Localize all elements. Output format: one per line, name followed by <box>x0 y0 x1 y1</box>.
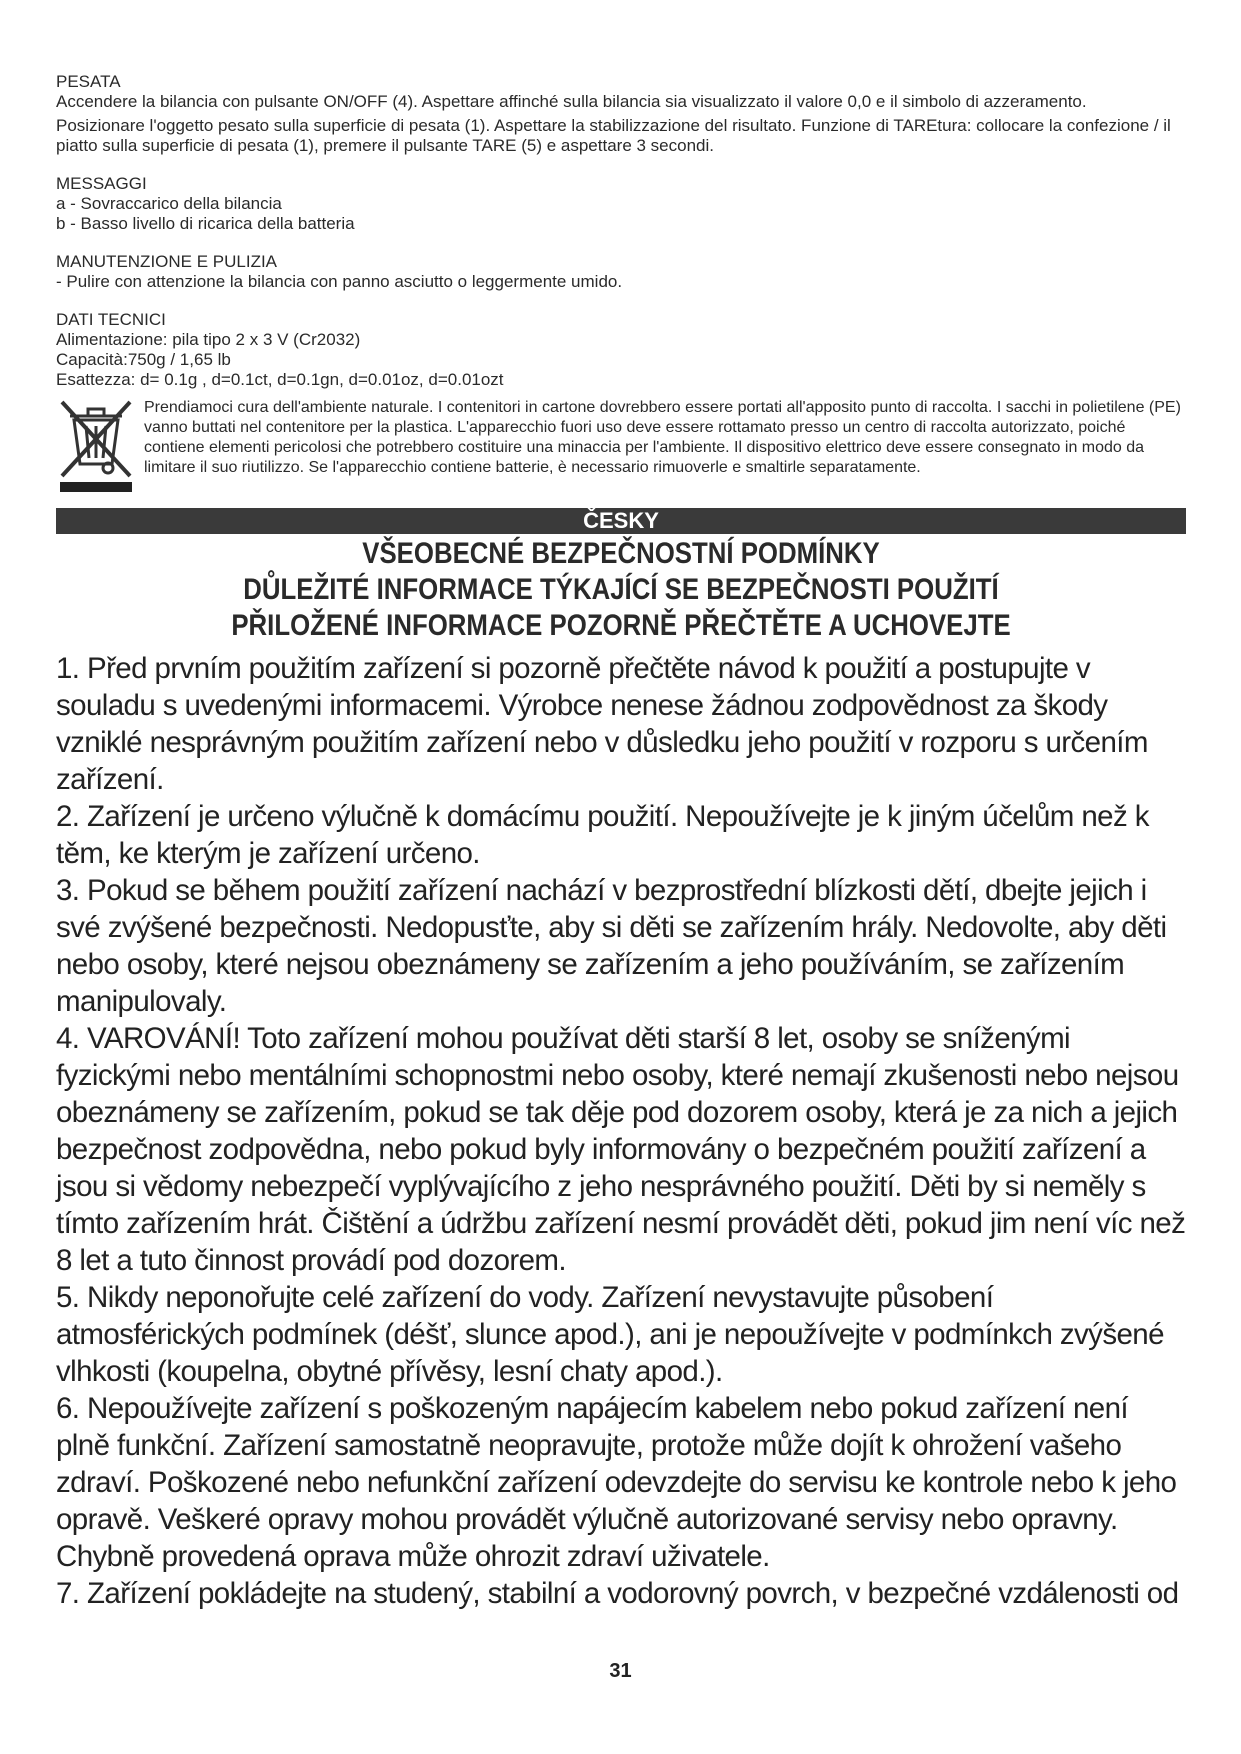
crossed-out-wheelie-bin-icon <box>56 394 136 494</box>
page-number: 31 <box>609 1660 632 1682</box>
safety-item: 4. VAROVÁNÍ! Toto zařízení mohou používat děti starší 8 let, osoby se sníženými fyzickými nebo mentálními schopnostmi nebo osoby, které nemají zkušenosti nebo nejsou obeznámeny se zařízením, pokud se tak děje pod dozorem osoby, která je za nich a jejich bezpečnost zodpovědna, nebo pokud byly informovány o bezpečném použití zařízení a jsou si vědomy nebezpečí vyplývajícího z jeho nesprávného použití. Děti by si neměly s tímto zařízením hrát. Čištění a údržbu zařízení nesmí provádět děti, pokud jim není víc než 8 let a tuto činnost provádí pod dozorem. <box>56 1022 1186 1277</box>
safety-headings <box>56 536 1186 644</box>
heading-general-safety: VŠEOBECNÉ BEZPEČNOSTNÍ PODMÍNKY <box>362 537 880 570</box>
section-dati-tecnici <box>56 310 1186 390</box>
paragraph: Posizionare l'oggetto pesato sulla superficie di pesata (1). Aspettare la stabilizzazione del risultato. Funzione di TAREtura: collocare la confezione / il piatto sulla superficie di pesata (1), premere il pulsante TARE (5) e aspettare 3 secondi. <box>56 116 1171 155</box>
section-heading: DATI TECNICI <box>56 310 166 329</box>
heading-read-carefully: PŘILOŽENÉ INFORMACE POZORNĚ PŘEČTĚTE A UCHOVEJTE <box>231 609 1011 642</box>
section-pesata <box>56 72 1186 156</box>
section-messaggi <box>56 174 1186 234</box>
environment-text: Prendiamoci cura dell'ambiente naturale. I contenitori in cartone dovrebbero essere portati all'apposito punto di raccolta. I sacchi in polietilene (PE) vanno buttati nel contenitore per la plastica. L'apparecchio fuori uso deve essere rottamato presso un centro di raccolta autorizzato, poiché contiene elementi pericolosi che potrebbero costituire una minaccia per l'ambiente. Il dispositivo elettrico deve essere consegnato in modo da limitare il suo riutilizzo. Se l'apparecchio contiene batterie, è necessario rimuoverle e smaltirle separatamente. <box>144 399 1181 476</box>
safety-item: 5. Nikdy neponořujte celé zařízení do vody. Zařízení nevystavujte působení atmosférických podmínek (déšť, slunce apod.), ani je nepoužívejte v podmínkch zvýšené vlhkosti (koupelna, obytné přívěsy, lesní chaty apod.). <box>56 1281 1164 1388</box>
document-page <box>56 72 1186 1612</box>
language-bar: ČESKY <box>56 508 1186 534</box>
section-heading: MESSAGGI <box>56 174 147 193</box>
section-manutenzione <box>56 252 1186 292</box>
safety-item: 1. Před prvním použitím zařízení si pozorně přečtěte návod k použití a postupujte v souladu s uvedenými informacemi. Výrobce nenese žádnou zodpovědnost za škody vzniklé nesprávným použitím zařízení nebo v důsledku jeho použití v rozporu s určením zařízení. <box>56 652 1148 796</box>
paragraph: a - Sovraccarico della bilancia <box>56 194 282 213</box>
paragraph: b - Basso livello di ricarica della batteria <box>56 214 355 233</box>
safety-item: 2. Zařízení je určeno výlučně k domácímu použití. Nepoužívejte je k jiným účelům než k těm, ke kterým je zařízení určeno. <box>56 800 1149 870</box>
paragraph: Capacità:750g / 1,65 lb <box>56 350 231 369</box>
safety-items <box>56 650 1186 1612</box>
paragraph: - Pulire con attenzione la bilancia con panno asciutto o leggermente umido. <box>56 272 623 291</box>
heading-important-info: DŮLEŽITÉ INFORMACE TÝKAJÍCÍ SE BEZPEČNOSTI POUŽITÍ <box>243 573 999 606</box>
safety-item: 7. Zařízení pokládejte na studený, stabilní a vodorovný povrch, v bezpečné vzdálenosti od <box>56 1577 1179 1610</box>
paragraph: Alimentazione: pila tipo 2 x 3 V (Cr2032) <box>56 330 361 349</box>
safety-item: 3. Pokud se během použití zařízení nachází v bezprostřední blízkosti dětí, dbejte jejich i své zvýšené bezpečnosti. Nedopusťte, aby si děti se zařízením hrály. Nedovolte, aby děti nebo osoby, které nejsou obeznámeny se zařízením a jeho používáním, se zařízením manipulovaly. <box>56 874 1167 1018</box>
paragraph: Accendere la bilancia con pulsante ON/OFF (4). Aspettare affinché sulla bilancia sia visualizzato il valore 0,0 e il simbolo di azzeramento. <box>56 92 1087 111</box>
section-heading: MANUTENZIONE E PULIZIA <box>56 252 278 271</box>
environment-notice <box>56 398 1186 494</box>
section-heading: PESATA <box>56 72 121 91</box>
safety-item: 6. Nepoužívejte zařízení s poškozeným napájecím kabelem nebo pokud zařízení není plně funkční. Zařízení samostatně neopravujte, protože může dojít k ohrožení vašeho zdraví. Poškozené nebo nefunkční zařízení odevzdejte do servisu ke kontrole nebo k jeho opravě. Veškeré opravy mohou provádět výlučně autorizované servisy nebo opravny. Chybně provedená oprava může ohrozit zdraví uživatele. <box>56 1392 1177 1573</box>
paragraph: Esattezza: d= 0.1g , d=0.1ct, d=0.1gn, d=0.01oz, d=0.01ozt <box>56 370 504 389</box>
